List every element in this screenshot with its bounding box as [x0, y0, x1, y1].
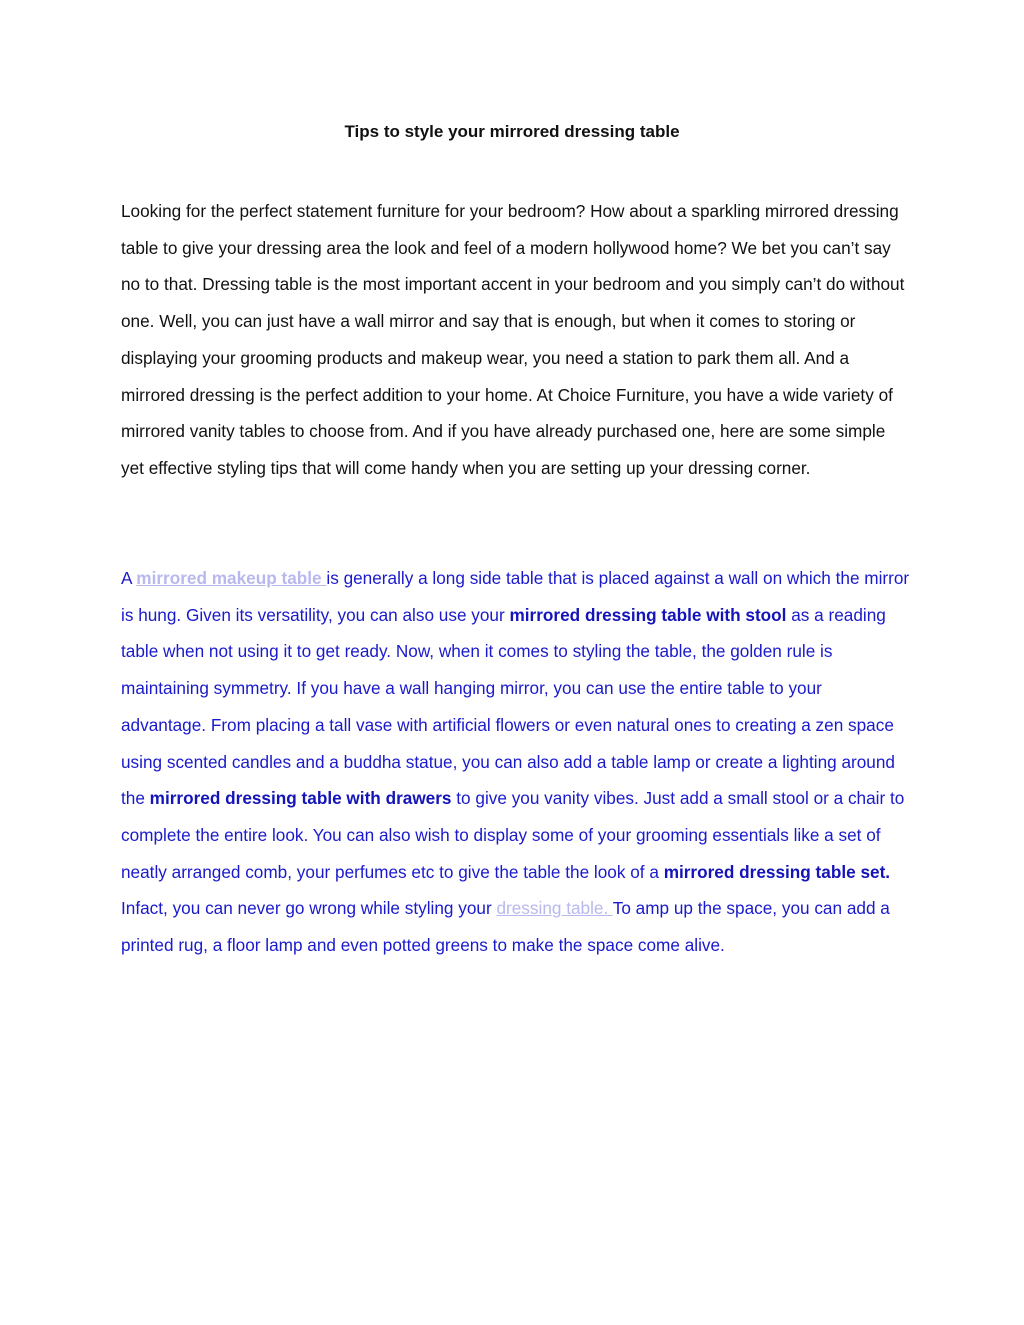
bold-keyword-set: mirrored dressing table set. [663, 861, 891, 882]
body-text-segment: Infact, you can never go wrong while styling your [121, 898, 497, 919]
body-text-segment: A [121, 568, 137, 588]
body-text-segment: as a reading table when not using it to get ready. Now, when it comes to styling the table, the golden rule is maintaining symmetry. If you have a wall hanging mirror, you can use the entire table to your advantage. From placing a tall vase with artificial flowers or even natural ones to creating a zen space using scented candles and a buddha statue, you can also add a table lamp or create a lighting around the [121, 604, 895, 809]
body-text-segment: to give you vanity vibes. Just add a small stool or a chair to complete the entire look. You can also wish to display some of your grooming essentials like a set of neatly arranged comb, your perfumes etc to give the table the look of a [121, 788, 905, 882]
bold-keyword-drawers: mirrored dressing table with drawers [149, 788, 452, 809]
dressing-table-link[interactable]: dressing table. [496, 898, 613, 919]
body-paragraph [121, 560, 911, 964]
mirrored-makeup-table-link[interactable]: mirrored makeup table [136, 568, 327, 588]
bold-keyword-stool: mirrored dressing table with stool [509, 604, 787, 625]
intro-paragraph: Looking for the perfect statement furniture for your bedroom? How about a sparkling mirrored dressing table to give your dressing area the look and feel of a modern hollywood home? We bet you can’t say no to that. Dressing table is the most important accent in your bedroom and you simply can’t do without one. Well, you can just have a wall mirror and say that is enough, but when it comes to storing or displaying your grooming products and makeup wear, you need a station to park them all. And a mirrored dressing is the perfect addition to your home. At Choice Furniture, you have a wide variety of mirrored vanity tables to choose from. And if you have already purchased one, here are some simple yet effective styling tips that will come handy when you are setting up your dressing corner. [121, 201, 905, 478]
page-title: Tips to style your mirrored dressing table [344, 122, 680, 141]
body-text-segment: is generally a long side table that is placed against a wall on which the mirror is hung. Given its versatility, you can also use your [121, 568, 910, 625]
body-text-segment: To amp up the space, you can add a printed rug, a floor lamp and even potted greens to make the space come alive. [121, 898, 890, 956]
